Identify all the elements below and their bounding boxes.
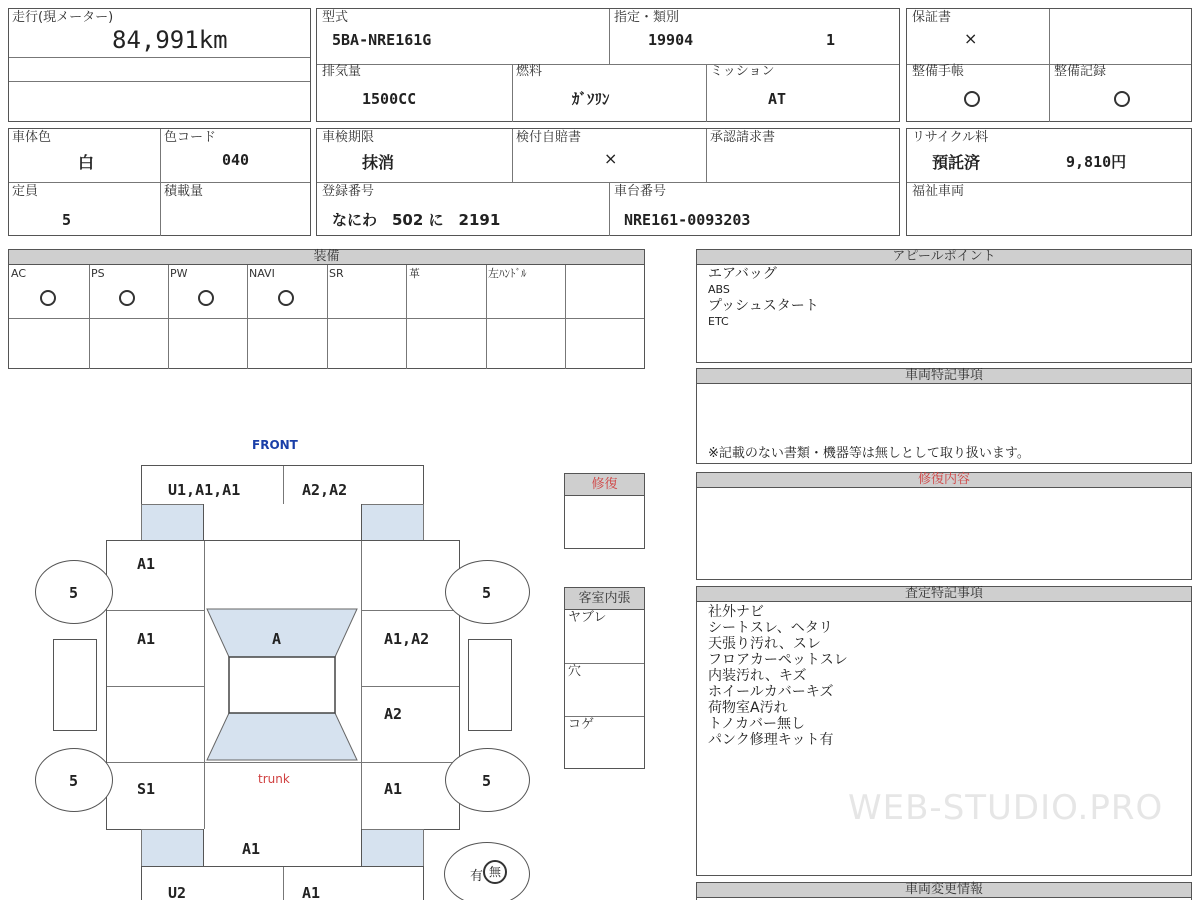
mission-value: AT [768,90,787,108]
equip-sr-label: SR [329,267,344,280]
equipment-title: 装備 [9,250,644,265]
right-mirror [468,639,512,731]
front-label: FRONT [252,438,298,452]
color-box [8,128,311,236]
interior-burn-label: コゲ [568,717,595,732]
tire-rear-right-code: 5 [482,772,492,790]
mileage-value: 84,991km [112,26,228,54]
warranty-value: × [964,29,978,48]
spare-present-label: 有 [470,869,484,884]
fuel-value: ｶﾞｿﾘﾝ [572,90,610,108]
hood-panel [203,504,362,541]
assessment-line-3: 天張り汚れ、スレ [708,636,821,652]
inspection-value: 抹消 [362,153,395,172]
maint-book-circle [964,91,980,107]
appeal-line-4: ETC [708,315,729,328]
equip-navi-mark [278,290,294,306]
special-notes-footnote: ※記載のない書類・機器等は無しとして取り扱います。 [708,446,1030,461]
left-rear-panel-code: S1 [137,780,156,798]
repair-content-title: 修復内容 [697,473,1191,488]
chassis-value: NRE161-0093203 [624,211,751,229]
mission-label: ミッション [710,64,775,79]
appeal-line-2: ABS [708,283,730,296]
assessment-line-7: 荷物室A汚れ [708,700,788,716]
assessment-line-9: パンク修理キット有 [708,732,834,748]
mileage-label: 走行(現メーター) [12,10,114,25]
insurance-label: 検付自賠書 [516,130,582,145]
right-rear-door-code: A2 [384,705,403,723]
change-info-box [696,882,1192,900]
designation-value-1: 19904 [648,31,694,49]
rear-panel-code: A1 [242,840,261,858]
maint-record-circle [1114,91,1130,107]
front-bumper-left-code: U1,A1,A1 [168,481,241,499]
appeal-line-1: エアバッグ [708,266,777,282]
tire-front-left-code: 5 [69,584,79,602]
maint-book-label: 整備手帳 [912,64,965,79]
rear-panel [203,829,362,867]
interior-title: 客室内張 [565,588,644,610]
left-front-fender-code: A1 [137,555,156,573]
spare-absent-mark: 無 [483,860,507,884]
assessment-line-2: シートスレ、ヘタリ [708,620,833,636]
rear-bumper-right-code: A1 [302,884,321,900]
right-front-door-code: A1,A2 [384,630,430,648]
assessment-line-1: 社外ナビ [708,604,764,620]
capacity-label: 定員 [12,184,39,199]
assessment-line-4: フロアカーペットスレ [708,652,848,668]
recycle-status: 預託済 [932,153,981,172]
equip-leather-label: 革 [409,267,420,280]
equip-navi-label: NAVI [249,267,275,280]
assessment-line-8: トノカバー無し [708,716,806,732]
equip-pw-mark [198,290,214,306]
color-code-value: 040 [222,151,250,169]
roof-code: A [272,630,282,648]
equip-ps-mark [119,290,135,306]
fuel-label: 燃料 [516,64,543,79]
front-left-corner [141,504,204,541]
assessment-line-6: ホイールカバーキズ [708,684,834,700]
interior-hole-label: 穴 [568,664,582,679]
chassis-label: 車台番号 [614,184,667,199]
trunk-label: trunk [258,772,290,786]
approval-label: 承認請求書 [710,130,776,145]
body-color-label: 車体色 [12,130,52,145]
maint-record-label: 整備記録 [1054,64,1107,79]
color-code-label: 色コード [164,130,217,145]
capacity-value: 5 [62,211,72,229]
designation-value-2: 1 [826,31,836,49]
warranty-label: 保証書 [912,10,952,25]
tire-rear-left-code: 5 [69,772,79,790]
load-label: 積載量 [164,184,204,199]
reg-value: なにわ 502 に 2191 [332,211,501,229]
left-front-door-code: A1 [137,630,156,648]
change-info-title: 車両変更情報 [697,883,1191,898]
special-notes-title: 車両特記事項 [697,369,1191,384]
equip-ac-mark [40,290,56,306]
rear-right-corner [361,829,424,867]
body-color-value: 白 [78,153,95,172]
insurance-value: × [604,149,618,168]
rear-left-corner [141,829,204,867]
inspection-label: 車検期限 [322,130,375,145]
assessment-title: 査定特記事項 [697,587,1191,602]
model-value: 5BA-NRE161G [332,31,432,49]
interior-tear-label: ヤブレ [568,610,607,625]
equip-ps-label: PS [91,267,105,280]
front-right-corner [361,504,424,541]
watermark: WEB-STUDIO.PRO [848,788,1164,828]
model-label: 型式 [322,10,349,25]
equip-pw-label: PW [170,267,188,280]
displacement-label: 排気量 [322,64,362,79]
displacement-value: 1500CC [362,90,417,108]
repair-content-box [696,472,1192,580]
front-bumper-right-code: A2,A2 [302,481,348,499]
repair-box-title: 修復 [565,474,644,496]
rear-bumper-left-code: U2 [168,884,187,900]
recycle-amount: 9,810円 [1066,153,1127,171]
repair-box [564,473,645,549]
right-rear-panel-code: A1 [384,780,403,798]
reg-label: 登録番号 [322,184,375,199]
welfare-label: 福祉車両 [912,184,965,199]
equip-ac-label: AC [11,267,27,280]
designation-label: 指定・類別 [614,10,680,25]
left-mirror [53,639,97,731]
appeal-line-3: プッシュスタート [708,298,819,314]
roof-glass [203,607,361,762]
assessment-line-5: 内装汚れ、キズ [708,668,807,684]
appeal-title: アピールポイント [697,250,1191,265]
tire-front-right-code: 5 [482,584,492,602]
equip-lhd-label: 左ﾊﾝﾄﾞﾙ [488,267,527,280]
recycle-label: リサイクル料 [912,130,989,145]
